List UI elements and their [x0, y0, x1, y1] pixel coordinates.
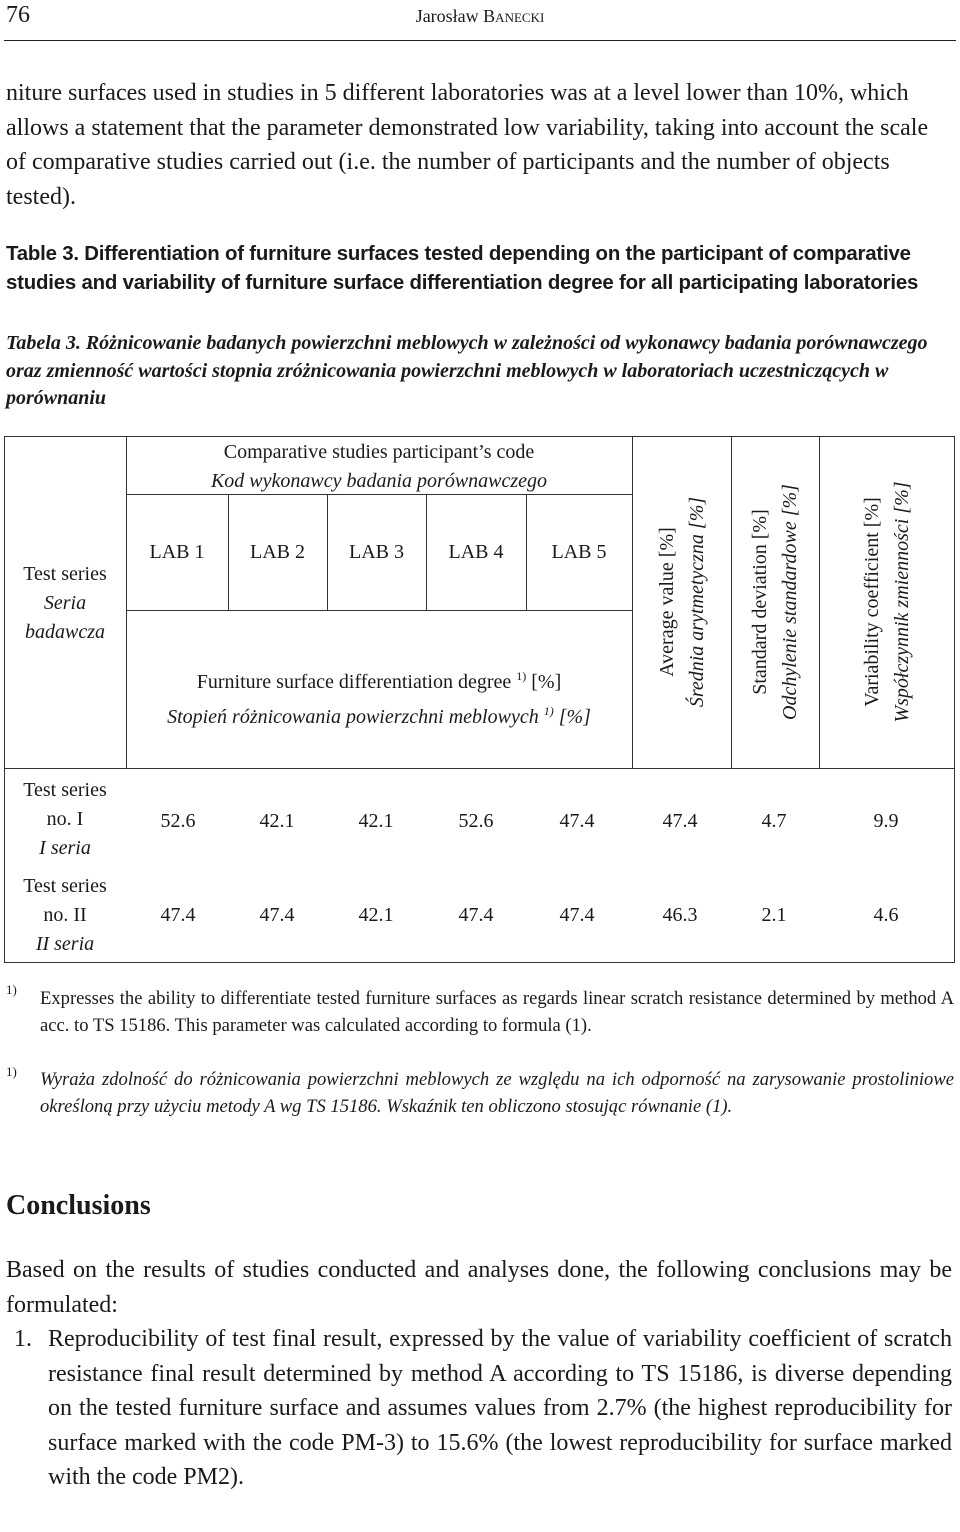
- footnote-pl: Wyraża zdolność do różnicowania powierzchni meblowych ze względu na ich odporność na zarysowanie prostoliniowe określoną przy użyciu metody A wg TS 15186. Wskaźnik ten obliczono stosując równanie (1).: [40, 1069, 954, 1117]
- col-header-series: [4, 560, 126, 647]
- running-head: [0, 6, 960, 27]
- table-caption-en: Table 3. Differentiation of furniture surfaces tested depending on the participant of comparative studies and variability of furniture surface differentiation degree for all participating laboratories: [6, 243, 919, 294]
- table-cell: 42.1: [358, 810, 394, 832]
- conclusions-heading: Conclusions: [6, 1190, 151, 1221]
- footnote-en: Expresses the ability to differentiate tested furniture surfaces as regards linear scratch resistance determined by method A acc. to TS 15186. This parameter was calculated according to formula (1).: [40, 988, 954, 1036]
- table-cell: 4.6: [873, 904, 899, 926]
- table-cell: 47.4: [458, 904, 494, 926]
- intro-paragraph: niture surfaces used in studies in 5 different laboratories was at a level lower than 10%, which allows a statement that the parameter demonstrated low variability, taking into account the scale of comparative studies carried out (i.e. the number of participants and the number of objects tested).: [6, 80, 929, 210]
- col-header-std-dev: [745, 484, 805, 720]
- col-header-series-pl1: Seria: [43, 592, 87, 614]
- table-cell: 42.1: [259, 810, 295, 832]
- col-header-series-en: Test series: [23, 563, 107, 585]
- degree-pl: Stopień różnicowania powierzchni meblowych $^{1)}$ [%]: [167, 704, 591, 728]
- table-cell: 52.6: [458, 810, 494, 832]
- col-header-participant: [126, 438, 632, 496]
- lab-4-label: LAB 4: [448, 541, 504, 563]
- average-pl: Średnia arytmetyczna [%]: [686, 496, 708, 708]
- lab-1-label: LAB 1: [149, 541, 205, 563]
- table-row-label: Test series no. I I seria: [23, 779, 107, 859]
- degree-en: Furniture surface differentiation degree $^{1)}$ [%]: [196, 669, 562, 693]
- std-dev-en: Standard deviation [%]: [749, 509, 771, 695]
- col-header-variability: [857, 481, 917, 722]
- table-cell: 2.1: [761, 904, 787, 926]
- table-cell: 4.7: [761, 810, 787, 832]
- lab-3-label: LAB 3: [349, 541, 404, 563]
- table-cell: 42.1: [358, 904, 394, 926]
- lab-5-label: LAB 5: [551, 541, 607, 563]
- table-cell: 47.4: [559, 810, 595, 832]
- table-cell: 47.4: [662, 810, 698, 832]
- conclusions-intro: Based on the results of studies conducted and analyses done, the following conclusions may be formulated:: [6, 1257, 952, 1318]
- participant-en: Comparative studies participant’s code: [223, 441, 535, 463]
- participant-pl: Kod wykonawcy badania porównawczego: [210, 470, 548, 492]
- list-item-number: 1.: [14, 1326, 32, 1352]
- table-cell: 46.3: [662, 904, 698, 926]
- degree-header: [126, 662, 632, 732]
- table-cell: 52.6: [160, 810, 196, 832]
- col-header-average: [652, 497, 712, 707]
- col-header-series-pl2: badawcza: [25, 621, 105, 643]
- std-dev-pl: Odchylenie standardowe [%]: [779, 484, 801, 720]
- table-cell: 47.4: [259, 904, 295, 926]
- average-en: Average value [%]: [656, 527, 678, 677]
- table-cell: 9.9: [873, 810, 899, 832]
- variability-en: Variability coefficient [%]: [861, 497, 883, 707]
- footnote-mark: 1): [6, 982, 17, 997]
- header-rule: [4, 40, 956, 41]
- variability-pl: Współczynnik zmienności [%]: [891, 481, 913, 723]
- list-item: Reproducibility of test final result, expressed by the value of variability coefficient of scratch resistance final result determined by method A according to TS 15186, is diverse depending on the tested furniture surface and assumes values from 2.7% (the highest reproducibility for surface marked with the code PM-3) to 15.6% (the lowest reproducibility for surface marked with the code PM2).: [48, 1326, 952, 1490]
- lab-2-label: LAB 2: [250, 541, 305, 563]
- author-last-name: Banecki: [483, 6, 545, 26]
- table-row-label: Test series no. II II seria: [23, 875, 107, 955]
- author-first-name: Jarosław: [415, 6, 484, 26]
- page-number: 76: [6, 2, 30, 28]
- footnote-mark: 1): [6, 1064, 17, 1079]
- table-cell: 47.4: [559, 904, 595, 926]
- table-cell: 47.4: [160, 904, 196, 926]
- table-caption-pl: Tabela 3. Różnicowanie badanych powierzchni meblowych w zależności od wykonawcy badania porównawczego oraz zmienność wartości stopnia zróżnicowania powierzchni meblowych w laboratoriach uczestniczących w porównaniu: [6, 332, 928, 409]
